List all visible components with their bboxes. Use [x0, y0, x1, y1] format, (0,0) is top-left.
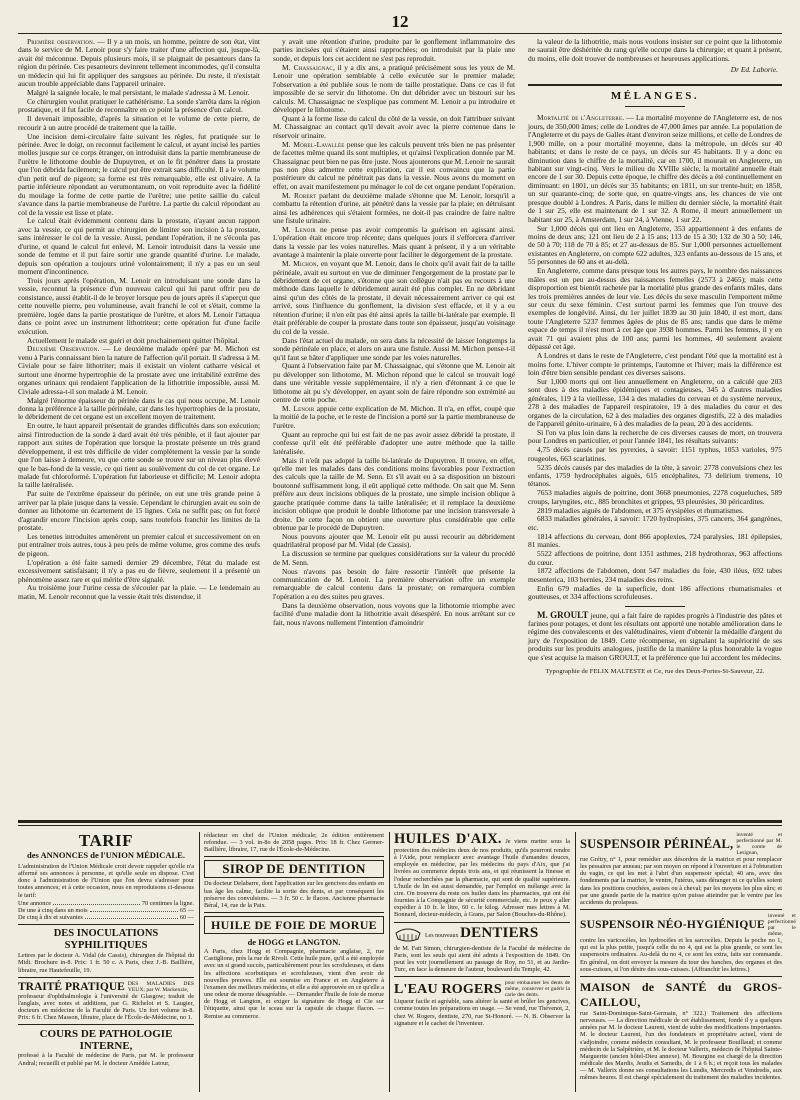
paragraph [18, 490, 260, 532]
suspensoir1-header [580, 832, 782, 856]
paragraph [273, 550, 515, 567]
suspensoir2-header [580, 913, 796, 938]
tarif-subtitle: des ANNONCES de l'UNION MÉDICALE. [27, 850, 185, 860]
paragraph [528, 567, 782, 584]
ad-divider [580, 909, 782, 910]
dentiers-body: de M. Fatt Simon, chirurgien-dentiste de la Faculté de médecine de Paris, sont les seuls qui aient été admis à l'exposition de 1849. On peut les voir journellement au passage de Roy, no 51, et au Jardin-Turc, en face la demeure de l'auteur, boulevard du Temple, 42. [394, 944, 570, 974]
tarif-body: L'administration de l'Union Médicale croit devoir rappeler qu'elle n'a affermé ses annonces à personne, et qu'elle seule en dispose. C'est donc à l'administration de l'Union que l'on devra s'adresser pour toutes annonces; et à cette occasion, nous en reproduisons ci-dessous le tarif: [18, 863, 194, 899]
paragraph-text: Ce chirurgien voulut pratiquer le cathétérisme. La sonde s'arrêta dans la région prostatique, et il fut facile de reconnaître en ce point la présence d'un calcul. [18, 96, 260, 115]
maison-title: MAISON de SANTÉ du GROS-CAILLOU, [580, 979, 782, 1009]
paragraph-text: Trois jours après l'opération, M. Lenoir en introduisant une sonde dans la vessie, reconnut la présence d'un nouveau calcul qui lui parut offrir peu de consistance, aussi établit-il de le broyer lorsque peu de jours après il s'aperçut que cette nouvelle pierre, peu volumineuse, avait franchi le col et s'était, comme la première, logée dans la partie prostatique de l'urètre, et alors M. Lenoir l'attaqua dans ce point avec un instrument lithotriteur; cette opération fut d'une facile exécution. [18, 276, 260, 336]
paragraph-text: Dans l'état actuel du malade, on sera dans la nécessité de laisser longtemps la sonde périnéale en place, et alors on aura une fistule. Aussi M. Michon pense-t-il qu'il faut se hâter d'appliquer une sonde par les voies naturelles. [273, 335, 515, 362]
paragraph [528, 378, 782, 429]
leader-dots [85, 914, 178, 919]
ads-column-4 [580, 832, 796, 1094]
paragraph-text: Une incision demi-circulaire faite suivant les règles, fut pratiquée sur le périnée. Avec le doigt, on reconnut facilement le calcul, et ayant incisé les parties molles jusque sur ce corps étranger, on introduisit dans la partie membraneuse de l'urètre le lithotome double de Dupuytren, et on le fit pénétrer dans la prostate que l'on débrida facilement; le calcul put être extrait sans difficulté. Il a le volume d'un petit œuf de pigeon; sa forme est très remarquable, elle est olivaire. A la partie inférieure répondant au verumontanum, on voit reproduite avec la fidélité du moulage la forme de cette partie de l'urètre; une petite saillie du calcul s'avance dans la partie membraneuse de l'urètre. La partie du calcul répondant au col de la vessie est lisse et plate. [18, 131, 260, 217]
groult-divider [625, 606, 685, 607]
dentiers-prefix: Les nouveaux [425, 932, 459, 939]
paragraph-lead: M. Lenoir [282, 224, 316, 234]
suspensoir2-body: contre les varicocèles, les hydrocèles et les sarcocèles. Depuis la poche no 1, qui est la plus petite, jusqu'à celle du no 4, qui est la plus grande, ce sont les suspensoirs ordinaires. Au-delà du no 4, ce sont les extra, faits sur commande. En général, on doit envoyer la mesure du tour des hanches, des organes et des sous-cuisses, si l'on désire des sous-cuisses. (Affranchir les lettres.) [580, 937, 782, 973]
paragraph-text: Si l'on va plus loin dans la recherche de ces diverses causes de mort, on trouvera pour Londres en particulier, et pour l'année 1841, les résultats suivants: [528, 427, 782, 446]
paragraph [273, 362, 515, 404]
title-underline [625, 106, 685, 107]
article-column-3 [528, 38, 782, 810]
paragraph-text: parlant du deuxième malade s'étonne que M. Lenoir, lorsqu'il a combattu la rétention d'urine, ait pénétré dans la vessie par la plaie; en détruisant ainsi les adhérences qui s'étaient formées, ne doit-il pas craindre de faire naître une fistule urinaire. [273, 190, 515, 226]
paragraph-text: Quant à la forme lisse du calcul du côté de la vessie, on doit l'attribuer suivant M. Chassaignac au contact qu'il devait avoir avec la pierre contenue dans le réservoir urinaire. [273, 113, 515, 140]
huile-subtitle: de HOGG et LANGTON. [247, 937, 341, 948]
huile-title: HUILE DE FOIE DE MORUE [204, 916, 384, 934]
paragraph [528, 446, 782, 463]
melanges-body [528, 114, 782, 601]
paragraph [528, 550, 782, 567]
suspensoir1-body: rue Grétry, n° 1, pour remédier aux désordres de la matrice et pour remplacer les pessaires par anneau; par son moyen on répond à l'ouverture et à l'obturation du vagin, ce qui les met à l'abri d'un suspensoir spécial; 40 ans, avec des fondements par la matrice, le ventre, l'utérus, sans déranger ni ce qu'elles soient dans les positions couchées, assises ou à cheval; par les moyens les plus sûrs; et par une grande partie de la matrice qu'on puisse atteindre par le ventre par les accidents du prolapsus. [580, 856, 782, 906]
paragraph-lead: M. Michon, [282, 259, 319, 269]
paragraph-lead: M. Morel-Lavallée [282, 139, 345, 149]
ad-divider [394, 922, 570, 923]
inoculations-body: Lettres par le docteur A. Vidal (de Cassis), chirurgien de l'hôpital du Midi. Brochure in-8. Prix: 1 fr. 50 c. A Paris, chez J.-B. Baillière, libraire, rue Hautefeuille, 19. [18, 952, 194, 974]
paragraph-text: Il devenait impossible, d'après la situation et le volume de cette pierre, de recourir à un autre procédé de traitement que la taille. [18, 114, 260, 132]
paragraph-lead: M. Robert [282, 190, 317, 200]
paragraph-text: en voyant que M. Lenoir, dans le choix qu'il avait fait de la taille périnéale, avait eu surtout en vue de diminuer l'engorgement de la prostate par le débridement de cet organe, s'étonne que son collègue n'ait pas eu recours à une méthode dans laquelle le débridement aurait été plus complet. En ne débridant ainsi qu'un des côtés de la prostate, il devait nécessairement arriver ce qui est arrivé, sous l'influence du gonflement, la division s'est effacée, et il y a eu rétention d'urine; il n'en eût pas été ainsi après la taille bi-latérale par exemple. Il était préférable de couper la prostate dans toute son épaisseur, jusqu'au voisinage du col de la vessie. [273, 259, 515, 336]
paragraph [273, 38, 515, 63]
paragraph [273, 431, 515, 456]
sirop-title: SIROP DE DENTITION [204, 860, 384, 878]
traite-title-side: DES MALADIES DES YEUX; par W. Mackenzie, [127, 980, 194, 993]
paragraph-text: A Londres et dans le reste de l'Angleterre, c'est pendant l'été que la mortalité est à moins forte. L'hiver compte le printemps, l'automne et l'hiver; mais la différence est loin d'être bien sensible pendant ces diverses saisons. [528, 351, 782, 378]
paragraph-text: appuie cette explication de M. Michon. Il n'a, en effet, coupé que la moitié de la poche, et le reste de l'incision a porté sur la partie membraneuse de l'urètre. [273, 404, 515, 430]
dentiers-title: DENTIERS [460, 924, 539, 941]
sirop-body: Du docteur Delabarre, dont l'application sur les gencives des enfants en bas âge les calme, facilite la sortie des dents, et par conséquent les préserve des convulsions. — 3 fr. 50 c. le flacon. Ancienne pharmacie Béral, 14, rue de la Paix. [204, 880, 385, 909]
ads-separator-1 [199, 832, 200, 1092]
tarif-row [18, 907, 194, 914]
paragraph [273, 141, 515, 192]
paragraph [18, 115, 260, 132]
suspensoir1-title-side: inventé et perfectionné par M. le comte de Lesignan, [736, 832, 782, 856]
paragraph [528, 585, 782, 602]
inoculations-title: DES INOCULATIONS SYPHILITIQUES [53, 928, 159, 952]
tarif-row-label: Une annonce [18, 899, 52, 907]
suspensoir2-title-side: inventé et perfectionné par le même, [767, 913, 796, 938]
paragraph-text: — Le deuxième malade opéré par M. Michon est venu à Paris connaissant bien la nature de l'affection qu'il portait. Il s'adressa à M. Civiale pour se faire lithotriter; mais il existait un violent catharre vésical et surtout une énorme hypertrophie de la prostate avec une irritabilité extrême des organes urinaux qui rendaient l'application de la lithotritie impossible, aussi M. Civiale adressa-t-il son malade à M. Lenoir. [18, 344, 260, 396]
ad-divider [204, 912, 384, 913]
paragraph-lead: Mortalité de l'Angleterre. [537, 113, 625, 123]
page-number: 12 [391, 12, 409, 31]
groult-lead: M. GROULT [537, 609, 589, 620]
paragraph [18, 397, 260, 422]
paragraph-text: — La mortalité moyenne de l'Angleterre est, de nos jours, de 350,000 âmes; celle de Londres de 47,000 âmes par année. La population de l'Angleterre et du pays de Galles étant d'environ seize millions, et celle de Londres de 1,900 mille, on a pour mortalité moyenne, dans la métropole, un décès sur 40 habitants; et dans le reste de ce pays, un décès sur 45 habitants. Il y a donc eu diminution dans le chiffre de la mortalité, car en 1700, il mourait en Angleterre, un habitant sur vingt-cinq. Vers le milieu du XVIIIe siècle, la mortalité annuelle était encore de 1 sur 30. Depuis cette époque, le chiffre des décès a été continuellement en diminuant: en 1801, un décès sur 35 habitants; en 1811, un sur trente-huit; en 1858, un sur quarante-cinq; de sorte que, en quatre-vingts ans, les chances de vie ont presque doublé à Londres. A Paris, dans le milieu du dernier siècle, la mortalité était de 1 sur 25, elle est maintenant de 1 sur 32. A Rome, il meurt annuellement un habitant sur 25, à Amsterdam, 1 sur 24, à Vienne, 1 sur 22. [528, 113, 782, 224]
paragraph-text: 7653 maladies aiguës de poitrine, dont 3668 pneumonies, 2278 coqueluches, 589 croups, laryngites, etc., 885 bronchites et grippes, 93 pleurésies, 30 péricardites. [528, 488, 782, 506]
paragraph [273, 337, 515, 362]
paragraph [273, 226, 515, 260]
suspensoir1-title: SUSPENSOIR PÉRINÉAL, [580, 836, 734, 851]
section-divider [528, 84, 782, 86]
paragraph-lead: Deuxième Observation. [27, 344, 100, 354]
huiles-body: Je viens mettre sous la protection des médecins deux de nos produits, qu'ils pourront rendre à l'Aide, pour remplacer avec avantage l'huile d'amandes douces, employée en médecine, par les médecins du pays d'Aix, que j'ai livrées au commerce depuis trois ans, et qui réunissent la finesse et l'odeur recherchées par la pharmacie, qui sont de qualité supérieure. L'huile de lin est aussi demandée, par l'emploi en mélange avec la cire. On trouvera du reste ces huiles dans les pharmacies, qui ont été fournies à la Compagnie de sécurité commerciale, etc. Je peux y aller expédier à 10 fr. le litre, 60 c. le kilog. Adresser mes lettres à M. Bonnard, docteur-médecin, à Grans, par Salon (Bouches-du-Rhône). [394, 838, 570, 919]
paragraph-text: Quant au reproche qui lui est fait de ne pas avoir assez débridé la prostate, il confesse qu'il eût été préférable d'adopter une autre méthode que la taille latéralisée. [273, 429, 515, 456]
paragraph-text: Les tenettes introduites amenèrent un premier calcul et successivement on en put entraîner trois autres, tous à peu près de même volume, gros comme des œufs de pigeon. [18, 531, 260, 558]
paragraph [528, 489, 782, 506]
paragraph-text: 5522 affections de poitrine, dont 1351 asthmes, 218 hydrothorax, 963 affections du cœur. [528, 549, 782, 567]
paragraph-text: Sur 1,000 morts qui ont lieu annuellement en Angleterre, on a calculé que 203 sont dues à des maladies épidémiques et contagieuses, 345 à d'autres maladies générales, 119 à la vieillesse, 134 à des maladies du cerveau et du système nerveux, 278 à des maladies de l'appareil respiratoire, 19 à des maladies du cœur et des organes de la circulation, 62 à des maladies des organes digestifs, 22 à des maladies de l'appareil génito-urinaire, 6 à des maladies de la peau, 20 à des accidents. [528, 376, 782, 429]
ad-divider [394, 976, 570, 977]
paragraph-text: Nous n'avons pas besoin de faire ressortir l'intérêt que présente la communication de M. Lenoir. La première observation offre un exemple remarquable de calcul contenu dans la prostate; on remarquera combien l'opération a eu des suites peu graves. [273, 566, 515, 601]
paragraph [273, 192, 515, 226]
paragraph [273, 533, 515, 550]
paragraph-text: y avait une rétention d'urine, produite par le gonflement inflammatoire des parties incisées qui s'étaient ainsi rapprochées; on introduisit par la plaie une sonde, et depuis lors cet accident ne s'est pas reproduit. [273, 37, 515, 63]
melanges-title: MÉLANGES. [610, 89, 700, 102]
typography-credit: Typographie de FELIX MALTESTE et Ce, rue des Deux-Portes-St-Sauveur, 22. [545, 668, 765, 676]
denture-icon [394, 927, 422, 945]
paragraph [273, 457, 515, 533]
ad-divider [18, 1024, 194, 1025]
cours-body: professé à la Faculté de médecine de Paris, par M. le professeur Andral; recueilli et publié par M. le docteur Amédée Latour, [18, 1052, 194, 1067]
paragraph-text: 2819 maladies aiguës de l'abdomen, et 375 érysipèles et rhumatismes. [537, 505, 744, 515]
paragraph-text: — Il y a un mois, un homme, peintre de son état, vint dans le service de M. Lenoir pour s'y faire traiter d'une affection qui, jusque-là, avait été méconnue. Depuis plusieurs mois, il se plaignait de pesanteurs dans la région du périnée. Ces pesanteurs devinrent tellement incommodes, qu'il consulta un médecin qui lui fit appliquer des sangsues au périnée. Du reste, il n'existait aucun trouble appréciable dans l'appareil urinaire. [18, 37, 260, 89]
paragraph-text: Nous pouvons ajouter que M. Lenoir eût pu aussi recourir au débridement quadrilatéral proposé par M. Vidal (de Cassis). [273, 531, 515, 550]
paragraph-text: Quant à l'observation faite par M. Chassaignac, qui s'étonne que M. Lenoir ait pu développer son lithotome, M. Michon répond que le calcul se trouvait logé dans une véritable vessie supplémentaire, il n'y a rien d'étonnant à ce que le lithotome ait pu s'y développer, en ayant soin de faire répondre son extrémité au centre de cette poche. [273, 361, 515, 405]
cours-title: COURS DE PATHOLOGIE INTERNE, [39, 1028, 173, 1053]
paragraph [528, 267, 782, 352]
article-column-1 [18, 38, 260, 810]
leader-dots [53, 900, 140, 905]
paragraph [273, 260, 515, 336]
tarif-row-value: 70 centimes la ligne. [141, 899, 194, 907]
column3-intro: la valeur de la lithotritie, mais nous voulons insister sur ce point que la lithotomie ne saurait être déshéritée du rang qu'elle occupe dans la chirurgie; et quant à présent, du moins, elle doit trouver de nombreuses et heureuses applications. [528, 37, 782, 63]
ads-top-rule-thin [18, 825, 782, 826]
groult-text: jeune, qui a fait faire de rapides progrès à l'industrie des pâtes et farines pour potages, et dont les résultats ont apporté une notable amélioration dans le régime des convalescents et des valétudinaires, vient d'obtenir la médaille d'argent du jury de l'exposition de 1849. Cette récompense, en signalant la supériorité de ses produits sur les produits analogues, justifie de la manière la plus honorable la vogue que s'est acquise la maison GROULT, et la préférence que lui accordent les médecins. [528, 610, 782, 662]
tarif-title: TARIF [78, 831, 134, 850]
paragraph [528, 352, 782, 377]
paragraph [273, 115, 515, 140]
traite-body: professeur d'ophthalmologie à l'université de Glasgow; traduit de l'anglais, avec notes et additions, par G. Richelot et S. Laugier, docteurs en médecine de la Faculté de Paris. Un fort volume in-8. Prix: 6 fr. Chez Masson, libraire, place de l'École-de-Médecine, no 1. [18, 992, 194, 1022]
paragraph [528, 114, 782, 224]
ads-separator-2 [389, 832, 390, 1092]
top-rule [18, 33, 782, 34]
paragraph [273, 405, 515, 430]
article-column-2 [273, 38, 515, 810]
paragraph [18, 559, 260, 584]
paragraph [18, 277, 260, 336]
paragraph-text: 1872 affections de l'abdomen, dont 547 maladies du foie, 430 iléus, 692 tabes mesenterica, 103 hernies, 234 maladies des reins. [528, 566, 782, 584]
paragraph [18, 345, 260, 396]
paragraph-text: Par suite de l'extrême épaisseur du périnée, on eut une très grande peine à arriver par la plaie jusque dans la vessie. Cependant le chirurgien avait eu soin de donner au lithotome un écartement de 15 lignes. Cela ne suffit pas; on fut forcé d'agrandir encore l'incision après coup, sans toutefois franchir les limites de la prostate. [18, 489, 260, 533]
tarif-row [18, 900, 194, 907]
paragraph-lead: M. Lenoir [282, 404, 315, 413]
eau-title: L'EAU ROGERS [394, 981, 502, 997]
huiles-paragraph [394, 832, 570, 919]
paragraph-text: 5235 décès causés par des maladies de la tête, à savoir: 2778 convulsions chez les enfants, 1759 hydrocéphales aiguës, 615 encéphalites, 73 delirium tremens, 10 tétanos. [528, 462, 782, 489]
paragraph-text: Le calcul était évidemment contenu dans la prostate, n'ayant aucun rapport avec la vessie, ce qui permit au chirurgien de limiter son incision à la prostate, sans intéresser le col de la vessie. Aussi, pendant l'opération, il ne s'écoula pas d'urine, et quand le calcul fut enlevé, M. Lenoir introduisit dans la vessie une sonde de femme et il put faire sortir une grande quantité d'urine. Le malade, depuis son opération a toujours uriné volontairement; il n'y a pas eu un seul moment d'incontinence. [18, 216, 260, 277]
paragraph [18, 217, 260, 276]
paragraph-text: Au troisième jour l'urine cessa de s'écouler par la plaie. — Le lendemain au matin, M. Lenoir reconnut que la vessie était très distendue, il [18, 583, 260, 601]
paragraph-text: La discussion se termine par quelques considérations sur la valeur du procédé de M. Senn. [273, 549, 515, 567]
ads-column-2 [204, 832, 384, 1094]
huile-body: A Paris, chez Hogg et Compagnie, pharmacie anglaise, 2, rue Castiglione, près la rue de Rivoli. Cette huile pure, qu'il a été employée avec un si grand succès, particulièrement pour les scrofuleuses, et dans les affections scorbutiques et scrofuleuses, vient d'en avoir de nouvelles preuves. Elle est soumise en France et en Angleterre à l'examen des meilleurs médecins, et elle a été approuvée en ce qu'elle a une odeur de morue désagréable. — Demander l'huile de foie de morue de Hogg et Langton, et exiger la signature de Hogg et Cie sur l'étiquette, ainsi que le sceau sur la capsule de chaque flacon. — Remise au commerce. [204, 948, 384, 1020]
traite-title: TRAITÉ PRATIQUE [18, 980, 125, 993]
paragraph-text: Enfin 679 maladies de la superficie, dont 186 affections rhumatismales et goutteuses, et 334 affections scrofuleuses. [528, 583, 782, 602]
paragraph-text: 4,75 décès causés par les pyrexies, à savoir: 1151 typhus, 1053 varioles, 975 rougeoles, 663 scarlatines. [528, 445, 782, 463]
tarif-row-label: De cinq à dix et suivantes [18, 914, 83, 922]
tarif-price-table [18, 900, 194, 921]
paragraph-text: Mais il n'eût pas adopté la taille bi-latérale de Dupuytren. Il trouve, en effet, qu'elle met les malades dans des conditions moins favorables pour l'extraction des calculs que la taille de M. Senn. Et s'il avait eu à sa disposition un bistouri boutonné suffisamment long, il eût appliqué cette méthode. On sait que M. Senn préfère aux deux incisions obliques de la prostate, une simple incision oblique à gauche pratiquée comme dans la taille latéralisée; et il remplace la deuxième incision oblique que produit le double lithotome par une incision transversale à droite. De cette façon on obtient une ouverture plus considérable que celle obtenue par le procédé de Dupuytren. [273, 455, 515, 533]
paragraph [528, 533, 782, 550]
paragraph-lead: Première observation. [27, 37, 96, 46]
maison-body: rue Saint-Dominique-Saint-Germain, n° 322.) Traitement des affections nerveuses. — La direction médicale de cet établissement, fondé il y a quelques années par M. le docteur Laurent, vient de subir des modifications importantes. M. le docteur Laurent, l'un des fondateurs et propriétaire actuel, vient de s'adjoindre, comme médecin consultant, M. le professeur Bouillaud; et comme médecin de la Salpêtrière, et M. le docteur Vallerix, médecin de l'hôpital Sainte-Marguerite (ancien hôtel-Dieu annexe). M. Bourgine est chargé de la direction médicale des Mardis, Jeudis et Samedis, de 1 à 6 h.; et reçoit tous les malades — M. Vallerix donne ses consultations les Lundis, Mercredis et Vendredis, aux mêmes heures. Il est chargé spécialement du traitement des maladies incidentes. [580, 1009, 782, 1082]
paragraph [273, 568, 515, 602]
author-signature: Dr Ed. Laborie. [730, 65, 778, 75]
ad-divider [580, 976, 782, 977]
paragraph [273, 602, 515, 627]
cours-continuation: rédacteur en chef de l'Union médicale; 2e édition entièrement refondue. — 3 vol. in-8o de 2058 pages. Prix: 18 fr. Chez Germer-Baillière, libraire, 17, rue de l'École-de-Médecine. [204, 832, 384, 854]
eau-header [394, 980, 570, 998]
paragraph-text: Actuellement le malade est guéri et doit prochainement quitter l'hôpital. [27, 335, 240, 345]
paragraph [18, 98, 260, 115]
ads-separator-3 [575, 832, 576, 1092]
paragraph-lead: M. Chassaignac, [282, 62, 335, 72]
tarif-row-value: 65 — [179, 906, 194, 914]
paragraph-text: Malgré la saignée locale, le mal persistant, le malade s'adressa à M. Lenoir. [27, 88, 250, 98]
ads-column-3 [394, 832, 570, 1094]
suspensoir2-title: SUSPENSOIR NÉO-HYGIÉNIQUE [580, 918, 765, 931]
paragraph-text: L'opération a été faite samedi dernier 29 décembre, l'état du malade est excessivement satisfaisant; il n'y a pas eu de fièvre, seulement il a présenté un phénomène assez rare et qui mérite d'être signalé. [18, 557, 260, 584]
paragraph-text: il y a dix ans, a pratiqué précisément sous les yeux de M. Lenoir une opération semblable à celle exécutée sur le premier malade; l'observation a été publiée sous le nom de taille prostatique. Dans ce cas il fut impossible de se servir du lithotome. On dut débrider avec un bistouri sur les calculs. M. Chassaignac ne s'explique pas comment M. Lenoir a pu introduire et développer le lithotome. [273, 62, 515, 115]
tarif-row-value: 60 — [179, 914, 194, 922]
paragraph [528, 515, 782, 532]
eau-title-side: pour embaumer les dents de même, conserver et guérir la carie des dents. [504, 980, 570, 999]
ads-top-rule [18, 820, 782, 823]
groult-paragraph [528, 611, 782, 663]
leader-dots [90, 907, 178, 912]
paragraph [18, 133, 260, 218]
paragraph [18, 533, 260, 558]
paragraph [528, 464, 782, 489]
paragraph [18, 584, 260, 601]
paragraph-text: Sur 1,000 décès qui ont lieu en Angleterre, 353 appartiennent à des enfants de moins de deux ans; 121 ont lieu de 2 à 15 ans; 113 de 15 à 30; 132 de 30 à 50; 146, de 50 à 70; 118 de 70 à 85; et 27 au-dessus de 85. Sur 1,000 personnes actuellement existantes en Angleterre, on compte 622 adultes, 323 enfants au-dessous de 15 ans, et 55 personnes de 60 ans et au-delà. [528, 223, 782, 267]
eau-body: Liqueur facile et agréable, sans altérer la santé et brûler les gencives, comme toutes les préparations en usage. — Se vend, rue Thévenot, 2, chez W. Rogers, dentiste, 270, rue St-Honoré. — N. B. Observer la signature et le cachet de l'inventeur. [394, 998, 570, 1027]
tarif-row-label: De une à cinq dans un mois [18, 906, 88, 914]
paragraph-text: pense que les calculs peuvent très bien ne pas présenter de facettes même quand ils sont multiples, et qu'ainsi l'explication donnée par M. Chassaignac peut bien ne pas être juste. Nous ajouterons que M. Lenoir ne saurait pas non plus admettre cette explication, car il est convaincu que la partie postérieure du calcul ne pénétrait pas dans la vessie. Nous avons du moment en effet, on avait manifestement pu ménager le col de cet organe pendant l'opération. [273, 139, 516, 191]
paragraph-text: En Angleterre, comme dans presque tous les autres pays, le nombre des naissances mâles est un peu au-dessus des naissances femelles (2573 à 2465); mais cette disproportion est bientôt rachetée par la mortalité plus grande des enfants mâles, dans les trois premières années de leur vie. Les décès du sexe masculin l'emportent même sur ceux du sexe féminin. C'est surtout parmi les femmes que l'on trouve des exemples de longévité. Ainsi, du 1er juillet 1839 au 30 juin 1840, il est mort, dans toute l'Angleterre 5237 femmes âgées de plus de 85 ans; tandis que dans le même espace de temps il n'est mort à cet âge que 3938 hommes. Parmi les femmes, il y en avait 71 qui avaient plus de 100 ans; parmi les hommes, 40 seulement avaient dépassé cet âge. [528, 266, 782, 352]
paragraph-text: ne pense pas avoir compromis la guérison en agissant ainsi. L'opération était encore trop récente; dans quelques jours il s'efforcera d'arriver dans la vessie par les voies naturelles. Mais quant à présent, il y a un véritable avantage à maintenir la plaie ouverte pour faciliter le dégorgement de la prostate. [273, 224, 515, 260]
paragraph-text: Malgré l'énorme épaisseur du périnée dans le cas qui nous occupe, M. Lenoir donna la préférence à la taille périnéale, car dans les hypertrophies de la prostate, le débridement de cet organe est un excellent moyen de traitement. [18, 395, 260, 422]
paragraph-text: 6833 maladies générales, à savoir: 1720 hydropisies, 375 cancers, 364 gangrènes, etc. [528, 514, 782, 532]
paragraph-text: 1814 affections du cerveau, dont 866 apoplexies, 724 paralysies, 181 épilepsies, 81 manies. [528, 531, 782, 550]
ad-divider [18, 924, 194, 925]
paragraph [528, 225, 782, 267]
paragraph [18, 422, 260, 490]
huiles-title: HUILES D'AIX. [394, 831, 502, 847]
dentiers-header [394, 926, 570, 941]
tarif-row [18, 914, 194, 921]
paragraph-text: En outre, le haut appareil présentait de grandes difficultés dans son exécution; ainsi l'introduction de la sonde à dard avait été très pénible, et il faut ajouter par rapport aux suites de l'opération que lorsque la prostate présente un très grand développement, il est très difficile de vider complètement la vessie par la sonde que l'on laisse à demeure, vu que cette sonde se trouve sur un niveau plus élevé que le bas-fond de la vessie, ce qui tient au soulèvement du col de cet organe. Le malade fut chloroformé. L'opération fut laborieuse et difficile; M. Lenoir adopta la taille latéralisée. [18, 421, 260, 490]
ad-divider [18, 977, 194, 978]
traite-header [18, 981, 194, 993]
paragraph [528, 429, 782, 446]
ad-divider [204, 856, 384, 857]
paragraph [273, 64, 515, 115]
ads-column-1 [18, 832, 194, 1094]
paragraph [18, 38, 260, 89]
paragraph-text: Dans la deuxième observation, nous voyons que la lithotomie triomphe avec facilité d'une maladie dont la lithotritie avait désespéré. En nous arrêtant sur ce fait, nous n'avons nullement l'intention d'amoindrir [273, 600, 515, 627]
